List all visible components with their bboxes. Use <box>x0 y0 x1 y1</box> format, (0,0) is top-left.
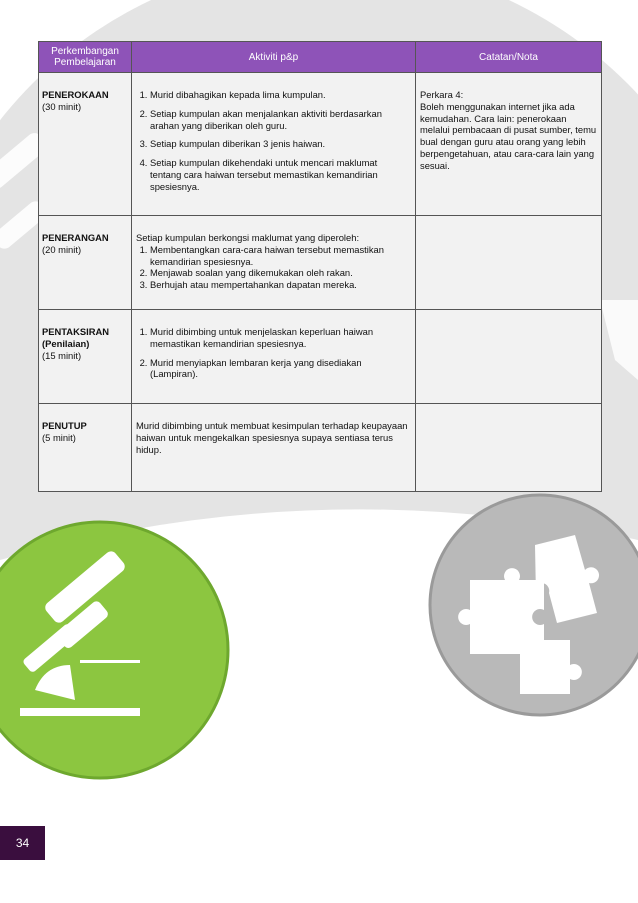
list-item: 2. Menjawab soalan yang dikemukakan oleh rakan. <box>150 267 411 279</box>
stage-name: PENTAKSIRAN <box>42 326 110 337</box>
table-row-penutup <box>39 404 602 492</box>
notes-cell <box>416 404 602 492</box>
stage-name: PENEROKAAN <box>42 89 109 100</box>
stage-cell <box>39 404 132 492</box>
table-row-penerangan <box>39 216 602 310</box>
list-item: 1. Membentangkan cara-cara haiwan tersebut memastikan kemandirian spesiesnya. <box>150 244 411 268</box>
notes-cell <box>416 73 602 216</box>
stage-duration: (5 minit) <box>42 431 76 443</box>
stage-duration: (15 minit) <box>42 349 82 361</box>
activity-list <box>136 244 411 291</box>
list-item: 1. Murid dibahagikan kepada lima kumpulan. <box>150 89 411 101</box>
list-item: 2. Setiap kumpulan akan menjalankan aktiviti berdasarkan arahan yang diberikan oleh guru. <box>150 108 411 132</box>
activity-list <box>136 326 411 380</box>
stage-duration: (30 minit) <box>42 100 82 112</box>
stage-cell <box>39 216 132 310</box>
notes-text: Boleh menggunakan internet jika ada kemudahan. Cara lain: penerokaan melalui pembacaan di pusat sumber, temu bual dengan guru atau orang yang lebih berpengetahuan, atau cara-cara lain yang sesuai. <box>420 100 597 171</box>
table-row-penerokaan <box>39 73 602 216</box>
header-aktiviti: Aktiviti p&p <box>132 42 416 73</box>
page-number: 34 <box>0 826 45 860</box>
stage-cell <box>39 73 132 216</box>
stage-name: PENERANGAN <box>42 232 109 243</box>
activity-cell <box>132 310 416 404</box>
list-item: 3. Setiap kumpulan diberikan 3 jenis haiwan. <box>150 138 411 150</box>
table-row-pentaksiran <box>39 310 602 404</box>
stage-name: PENUTUP <box>42 420 87 431</box>
activity-list <box>136 89 411 192</box>
list-item: 3. Berhujah atau mempertahankan dapatan mereka. <box>150 279 411 291</box>
activity-text: Murid dibimbing untuk membuat kesimpulan terhadap keupayaan haiwan untuk mengekalkan spesiesnya supaya sentiasa terus hidup. <box>136 420 408 455</box>
list-item: 1. Murid dibimbing untuk menjelaskan keperluan haiwan memastikan kemandirian spesiesnya. <box>150 326 411 350</box>
header-catatan: Catatan/Nota <box>416 42 602 73</box>
header-perkembangan: Perkembangan Pembelajaran <box>39 42 132 73</box>
table-header-row <box>39 42 602 73</box>
activity-intro: Setiap kumpulan berkongsi maklumat yang diperoleh: <box>136 232 360 243</box>
notes-cell <box>416 216 602 310</box>
activity-cell <box>132 216 416 310</box>
stage-cell <box>39 310 132 404</box>
list-item: 2. Murid menyiapkan lembaran kerja yang disediakan (Lampiran). <box>150 357 411 381</box>
puzzle-icon <box>430 495 638 715</box>
lesson-plan-table <box>38 41 602 492</box>
notes-cell <box>416 310 602 404</box>
activity-cell <box>132 404 416 492</box>
stage-duration: (20 minit) <box>42 243 82 255</box>
notes-title: Perkara 4: <box>420 89 464 100</box>
list-item: 4. Setiap kumpulan dikehendaki untuk mencari maklumat tentang cara haiwan tersebut memastikan kemandirian spesiesnya. <box>150 157 411 192</box>
activity-cell <box>132 73 416 216</box>
stage-subname: (Penilaian) <box>42 337 90 349</box>
